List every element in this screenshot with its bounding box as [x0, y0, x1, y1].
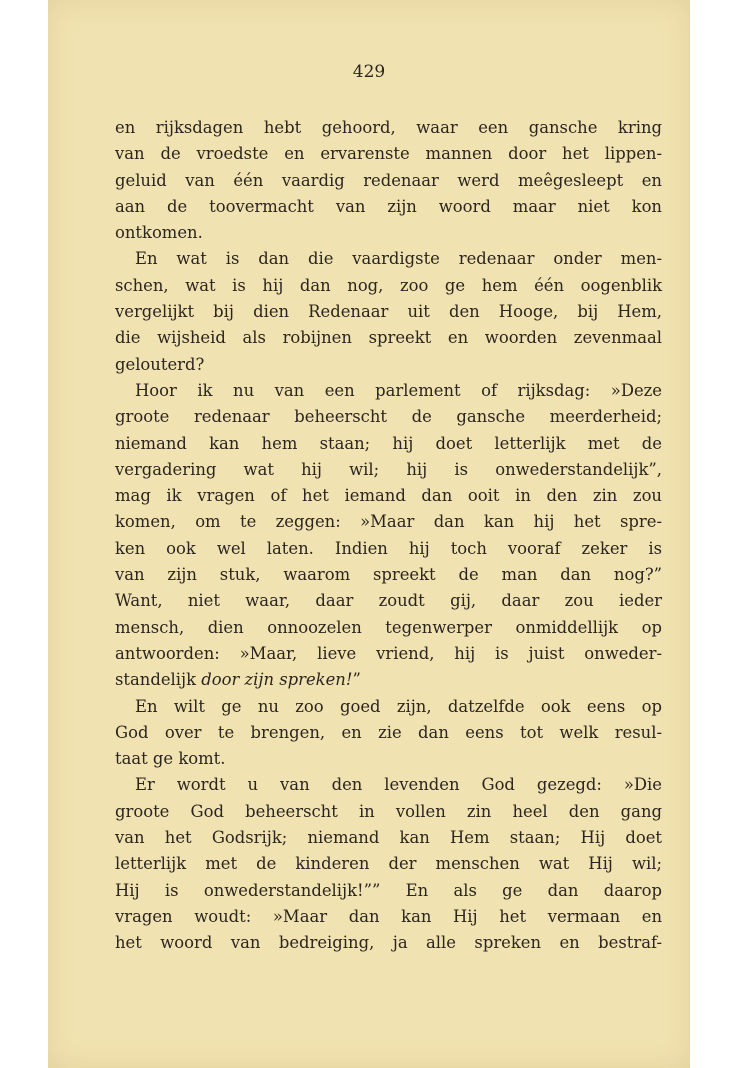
- text-line: [115, 667, 662, 693]
- text-line: En wilt ge nu zoo goed zijn, datzelfde ook eens op: [135, 696, 662, 716]
- text-line: en rijksdagen hebt gehoord, waar een gansche kring: [115, 118, 662, 137]
- text-line: groote God beheerscht in vollen zin heel den gang: [115, 801, 662, 821]
- text-line: taat ge komt.: [115, 749, 226, 769]
- text-line: aan de toovermacht van zijn woord maar niet kon: [115, 196, 662, 216]
- text-line: antwoorden: »Maar, lieve vriend, hij is juist onweder-: [115, 643, 662, 663]
- text-line: geluid van één vaardig redenaar werd meêgesleept en: [115, 170, 662, 190]
- closing-quote: ”: [352, 670, 361, 690]
- text-line: God over te brengen, en zie dan eens tot welk resul-: [115, 722, 662, 742]
- text-line: mag ik vragen of het iemand dan ooit in den zin zou: [115, 486, 662, 506]
- text-line: Hij is onwederstandelijk!”” En als ge dan daarop: [115, 880, 662, 900]
- text-line: vergelijkt bij dien Redenaar uit den Hooge, bij Hem,: [115, 302, 662, 322]
- text-line: die wijsheid als robijnen spreekt en woorden zevenmaal: [115, 328, 662, 348]
- text-line: het woord van bedreiging, ja alle spreken en bestraf-: [115, 933, 662, 953]
- text-line: mensch, dien onnoozelen tegenwerper onmiddellijk op: [115, 617, 662, 637]
- text-line-segment: standelijk: [115, 670, 202, 690]
- italic-phrase: door zijn spreken!: [201, 670, 353, 690]
- text-line: En wat is dan die vaardigste redenaar onder men-: [135, 249, 662, 269]
- text-line: Hoor ik nu van een parlement of rijksdag: »Deze: [135, 380, 662, 400]
- body-text: [115, 115, 662, 957]
- text-line: niemand kan hem staan; hij doet letterlijk met de: [115, 433, 662, 453]
- text-line: schen, wat is hij dan nog, zoo ge hem één oogenblik: [115, 275, 662, 295]
- text-line: komen, om te zeggen: »Maar dan kan hij het spre-: [115, 512, 662, 532]
- text-line: vragen woudt: »Maar dan kan Hij het vermaan en: [115, 906, 662, 926]
- text-line: ken ook wel laten. Indien hij toch vooraf zeker is: [115, 538, 662, 558]
- text-line: Want, niet waar, daar zoudt gij, daar zou ieder: [115, 591, 662, 611]
- text-line: vergadering wat hij wil; hij is onwederstandelijk”,: [115, 459, 662, 479]
- text-line: Er wordt u van den levenden God gezegd: »Die: [135, 775, 662, 795]
- book-page: [48, 0, 690, 1068]
- text-line: ontkomen.: [115, 223, 203, 243]
- text-line: van zijn stuk, waarom spreekt de man dan nog?”: [115, 565, 662, 585]
- text-line: gelouterd?: [115, 354, 205, 374]
- text-line: van de vroedste en ervarenste mannen door het lippen-: [115, 144, 662, 164]
- text-line: van het Godsrijk; niemand kan Hem staan; Hij doet: [115, 828, 662, 848]
- page-number: 429: [352, 62, 386, 82]
- text-line: groote redenaar beheerscht de gansche meerderheid;: [115, 407, 662, 427]
- text-line: letterlijk met de kinderen der menschen wat Hij wil;: [115, 854, 662, 874]
